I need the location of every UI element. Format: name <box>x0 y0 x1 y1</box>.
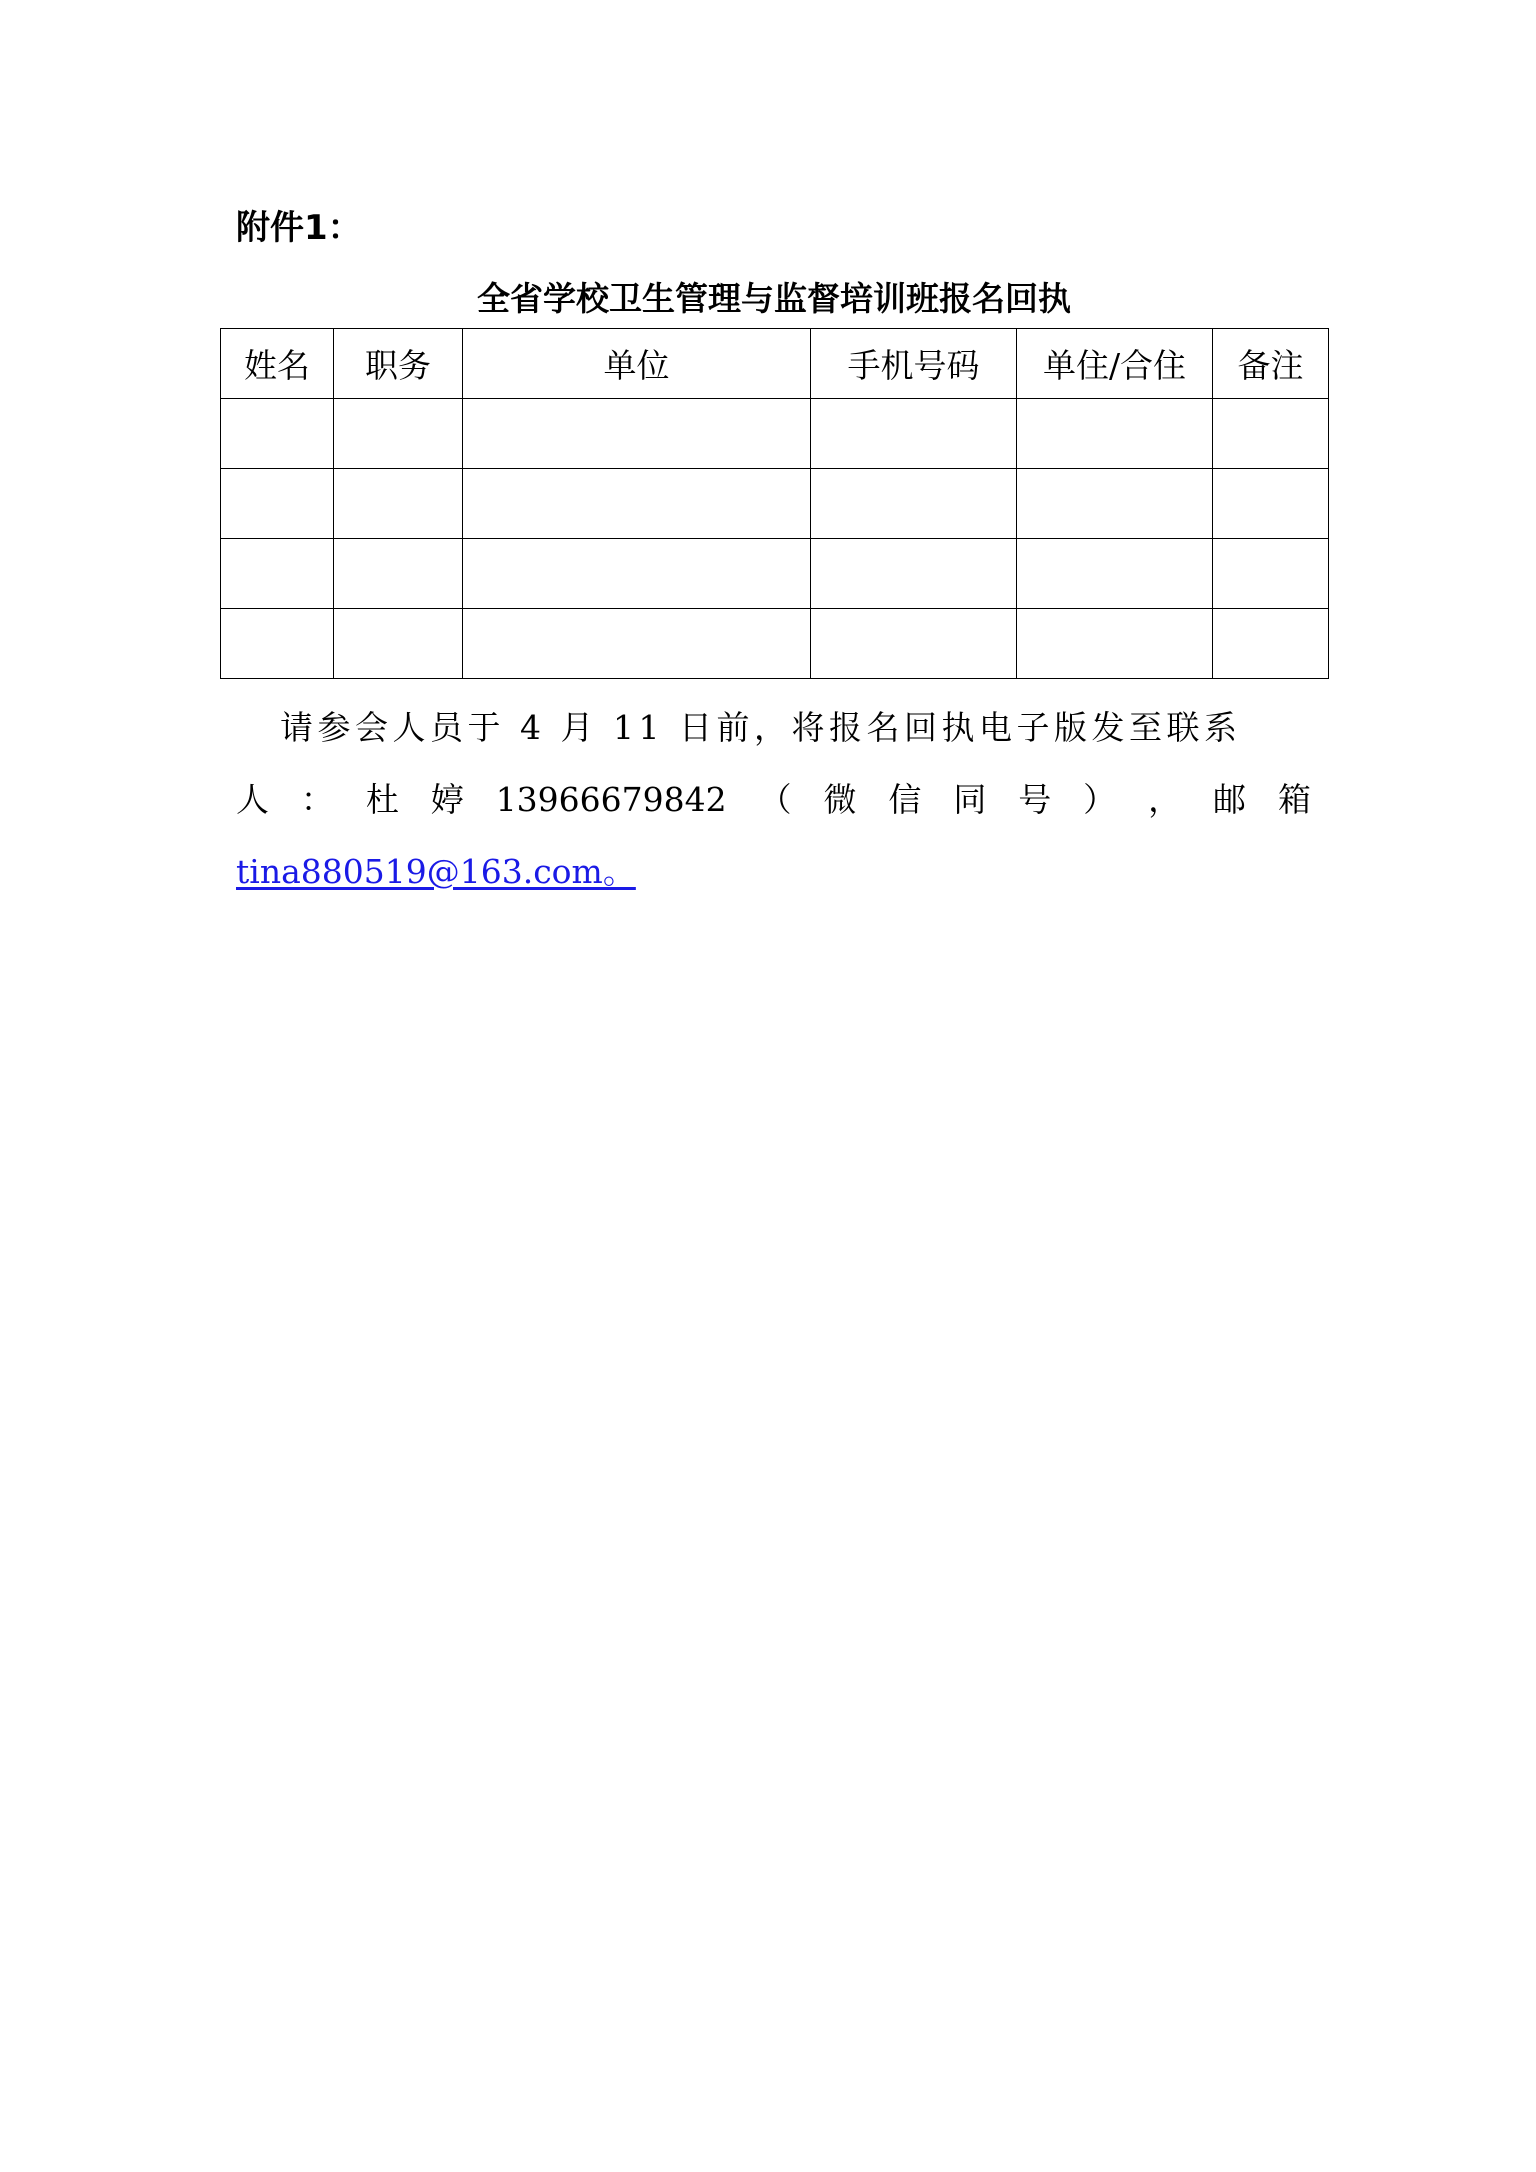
table-cell[interactable] <box>1213 399 1329 469</box>
note-token: 杜 <box>365 780 399 819</box>
table-cell[interactable] <box>334 469 463 539</box>
table-row <box>221 609 1329 679</box>
note-token: 婷 <box>430 780 464 819</box>
form-title: 全省学校卫生管理与监督培训班报名回执 <box>477 279 1071 318</box>
table-cell[interactable] <box>334 539 463 609</box>
note-token: （ <box>758 780 792 819</box>
contact-phone: 13966679842 <box>495 780 727 819</box>
note-line-1: 请参会人员于 4 月 11 日前，将报名回执电子版发至联系 <box>280 708 1242 747</box>
note-token: 号 <box>1018 780 1052 819</box>
table-cell[interactable] <box>463 469 811 539</box>
table-cell[interactable] <box>811 399 1017 469</box>
table-cell[interactable] <box>811 609 1017 679</box>
table-row <box>221 539 1329 609</box>
table-cell[interactable] <box>1017 469 1213 539</box>
note-token: ） <box>1083 780 1117 819</box>
table-row <box>221 469 1329 539</box>
table-cell[interactable] <box>221 469 334 539</box>
table-cell[interactable] <box>1213 469 1329 539</box>
table-cell[interactable] <box>334 609 463 679</box>
table-cell[interactable] <box>1017 609 1213 679</box>
note-token: ： <box>300 780 334 819</box>
table-cell[interactable] <box>811 539 1017 609</box>
table-cell[interactable] <box>1213 539 1329 609</box>
note-token: ， <box>1148 780 1182 819</box>
table-cell[interactable] <box>221 609 334 679</box>
table-cell[interactable] <box>1017 539 1213 609</box>
table-cell[interactable] <box>1213 609 1329 679</box>
header-position: 职务 <box>334 329 463 399</box>
table-cell[interactable] <box>811 469 1017 539</box>
table-cell[interactable] <box>221 399 334 469</box>
table-cell[interactable] <box>463 609 811 679</box>
table-cell[interactable] <box>334 399 463 469</box>
header-organization: 单位 <box>463 329 811 399</box>
header-remarks: 备注 <box>1213 329 1329 399</box>
note-token: 信 <box>888 780 922 819</box>
note-line-3 <box>236 836 1311 908</box>
note-token: 微 <box>823 780 857 819</box>
signup-table <box>220 328 1329 679</box>
note-token: 同 <box>953 780 987 819</box>
table-cell[interactable] <box>221 539 334 609</box>
note-token: 人 <box>236 780 269 819</box>
note-token: 箱 <box>1277 780 1311 819</box>
header-room-type: 单住/合住 <box>1017 329 1213 399</box>
attachment-label: 附件1： <box>236 208 362 248</box>
table-row <box>221 399 1329 469</box>
table-header-row <box>221 329 1329 399</box>
contact-email-link[interactable]: tina880519@163.com。 <box>236 852 636 891</box>
note-token: 邮 <box>1213 780 1247 819</box>
note-line-2 <box>236 764 1311 836</box>
header-mobile: 手机号码 <box>811 329 1017 399</box>
table-cell[interactable] <box>463 399 811 469</box>
header-name: 姓名 <box>221 329 334 399</box>
table-cell[interactable] <box>463 539 811 609</box>
table-cell[interactable] <box>1017 399 1213 469</box>
